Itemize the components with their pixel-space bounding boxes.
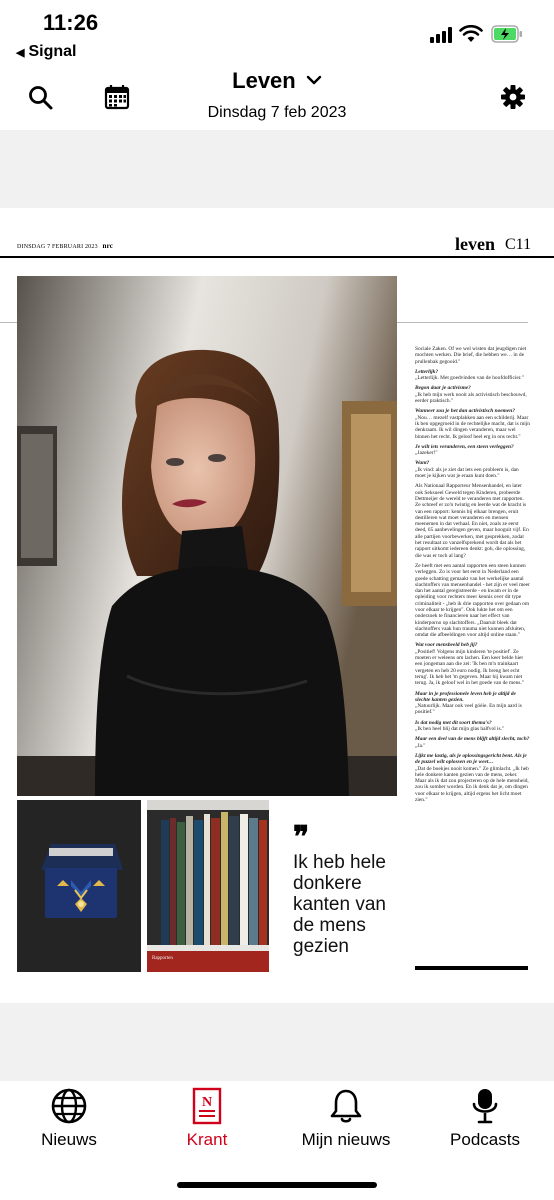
chevron-down-icon [306, 74, 322, 86]
article-paragraph: „Ik heb mijn werk nooit als activistisch beschouwd, eerder praktisch." [415, 391, 527, 405]
tab-krant-label[interactable]: Krant [186, 1130, 228, 1149]
medal-photo[interactable] [17, 800, 141, 972]
status-time: 11:26 [43, 10, 99, 35]
interview-question: Wat voor mensbeeld heb jij? [415, 642, 478, 649]
interview-question: Je wilt iets veranderen, een steen verleggen? [415, 443, 514, 450]
globe-icon [51, 1088, 87, 1124]
edition-date: Dinsdag 7 feb 2023 [207, 104, 347, 121]
article-paragraph: Als Nationaal Rapporteur Mensenhandel, en later ook Seksueel Geweld tegen Kinderen, probeerde Dettmeijer de wereld te veranderen met rapporten. Ze schreef er zo'n twintig en leerde wat de kracht is van een rapport: kennis bij elkaar brengen, eruit destilleren wat moet veranderen en mensen meenemen in dat verhaal. En niet, zoals ze eerst deed, 65 aanbevelingen geven, maar hooguit vijf. En alle partijen voorbewerken, met gesprekken, zodat het resultaat zo vanzelfsprekend wordt dat als het rapport uitkomt iedereen denkt: goh, die oplossing, die was er toch al lang? [415, 483, 529, 559]
section-title: Leven [232, 68, 296, 93]
page-section-name: leven [455, 234, 495, 254]
article-paragraph: Sociale Zaken. Of we wel wisten dat jeugdigen niet mochten werken. Die brief, die hebben we… in de prullenbak gegooid." [415, 346, 527, 365]
bookshelf-photo[interactable] [147, 800, 269, 972]
back-app-label: Signal [28, 43, 77, 60]
interview-question: Is dat nodig met dit soort thema's? [415, 719, 492, 726]
tab-nieuws-label[interactable]: Nieuws [41, 1130, 97, 1149]
masthead-logo: nrc [102, 242, 114, 250]
page-number: C11 [505, 236, 532, 253]
portrait-photo[interactable] [17, 276, 397, 796]
bell-icon [328, 1088, 364, 1124]
article-paragraph: „Dat de boekjes nooit komen." Ze glimlacht. „Ik heb hele donkere kanten gezien van de mens, zeker. Maar als ik dat zou projecteren op de hele mensheid, zou ik somber worden. En ik denk dat je, om dingen voor elkaar te krijgen, altijd ergens het licht moet zien." [415, 765, 529, 803]
column-end-rule [415, 966, 528, 970]
article-paragraph: „Nou… mezelf vastplakken aan een schilderij. Maar ik ben opgegroeid in de rechtelijke macht, dat is mijn denkraam. Ik wil dingen veranderen, maar wel binnen het recht. Ik geloof heel erg in ons recht." [415, 414, 530, 440]
quote-marks-icon: ❞ [293, 821, 310, 854]
newspaper-page[interactable] [0, 208, 554, 1003]
settings-gear-icon[interactable] [500, 84, 526, 110]
tab-mijn-nieuws-label[interactable]: Mijn nieuws [301, 1130, 391, 1149]
battery-charging-icon [491, 24, 523, 44]
interview-question: Maar in je professionele leven heb je altijd de slechte kanten gezien. [415, 690, 516, 703]
article-paragraph: „Natuurlijk. Maar ook veel góéie. En mijn aard is positief." [415, 703, 522, 716]
tab-podcasts-label[interactable]: Podcasts [450, 1130, 520, 1149]
wifi-icon [459, 25, 483, 43]
interview-question: Wanneer zou je het dan activistisch noemen? [415, 408, 515, 415]
section-selector[interactable] [0, 68, 554, 94]
interview-question: Want? [415, 460, 430, 467]
newspaper-icon [192, 1087, 222, 1125]
article-paragraph: „Jazeker!" [415, 450, 438, 457]
article-paragraph: „Ja." [415, 742, 426, 749]
article-paragraph: „Letterlijk. Met goedvinden van de hoofdofficier." [415, 375, 524, 382]
interview-question: Lijkt me lastig, als je oplossingsgericht bent. Als je de puzzel wilt oplossen en je weet… [415, 752, 527, 766]
viewer-background-top [0, 130, 554, 208]
pull-quote: Ik heb hele donkere kanten van de mens gezien [293, 852, 386, 957]
header-rule [0, 256, 554, 258]
page-dateline: DINSDAG 7 FEBRUARI 2023 nrc [17, 242, 114, 250]
interview-question: Begon daar je activisme? [415, 385, 471, 392]
article-paragraph: Ze heeft met een aantal rapporten een steen kunnen verleggen. Zo is voor het eerst in Nederland een goede schatting gemaakt van het werkelijke aantal slachtoffers van mensenhandel - het zijn er veel meer dan het aantal geregistreerde - en kwam er in de opleiding voor rechters meer kennis over dit type criminaliteit - „heb ik drie rapporten over gedaan om voor elkaar te krijgen". Ook lukte het om een onderzoek te financieren naar het effect van kinderporno op slachtoffers. „Daaruit bleek dat slachtoffers vaak hun trauma niet kunnen afsluiten, omdat die afbeeldingen voor altijd online staan." [415, 562, 530, 639]
back-arrow-icon: ◀ [16, 47, 25, 59]
home-indicator [177, 1182, 377, 1188]
viewer-background-bottom [0, 1003, 554, 1081]
book-spine-label: Rapporten [152, 956, 173, 961]
article-paragraph: „Positief! Volgens mijn kinderen 'te positief'. Ze moeten er weleens om lachen. Een keer belde hier een jongeman aan die zei: 'Ik ben m'n trainkaart vergeten en heb 20 euro nodig. Ik breng het echt terug'. Ik heb het 'm gegeven. Maar hij kwam niet terug. Ja, ik geloof wel in het goede van de mens." [415, 648, 524, 687]
interview-question: Letterlijk? [415, 368, 439, 375]
interview-question: Maar een deel van de mens blijft altijd slecht, toch? [415, 736, 530, 743]
microphone-icon [467, 1087, 503, 1125]
back-to-signal-link[interactable] [16, 43, 76, 61]
article-paragraph: „Ik vind: als je ziet dat iets een probleem is, dan moet je kijken wat je eraan kunt doen." [415, 466, 519, 480]
cellular-signal-icon [430, 27, 454, 43]
svg-text:N: N [201, 1095, 213, 1110]
article-paragraph: „Ik ben heel blij dat mijn glas halfvol is." [415, 726, 505, 733]
article-body-column [415, 346, 530, 807]
